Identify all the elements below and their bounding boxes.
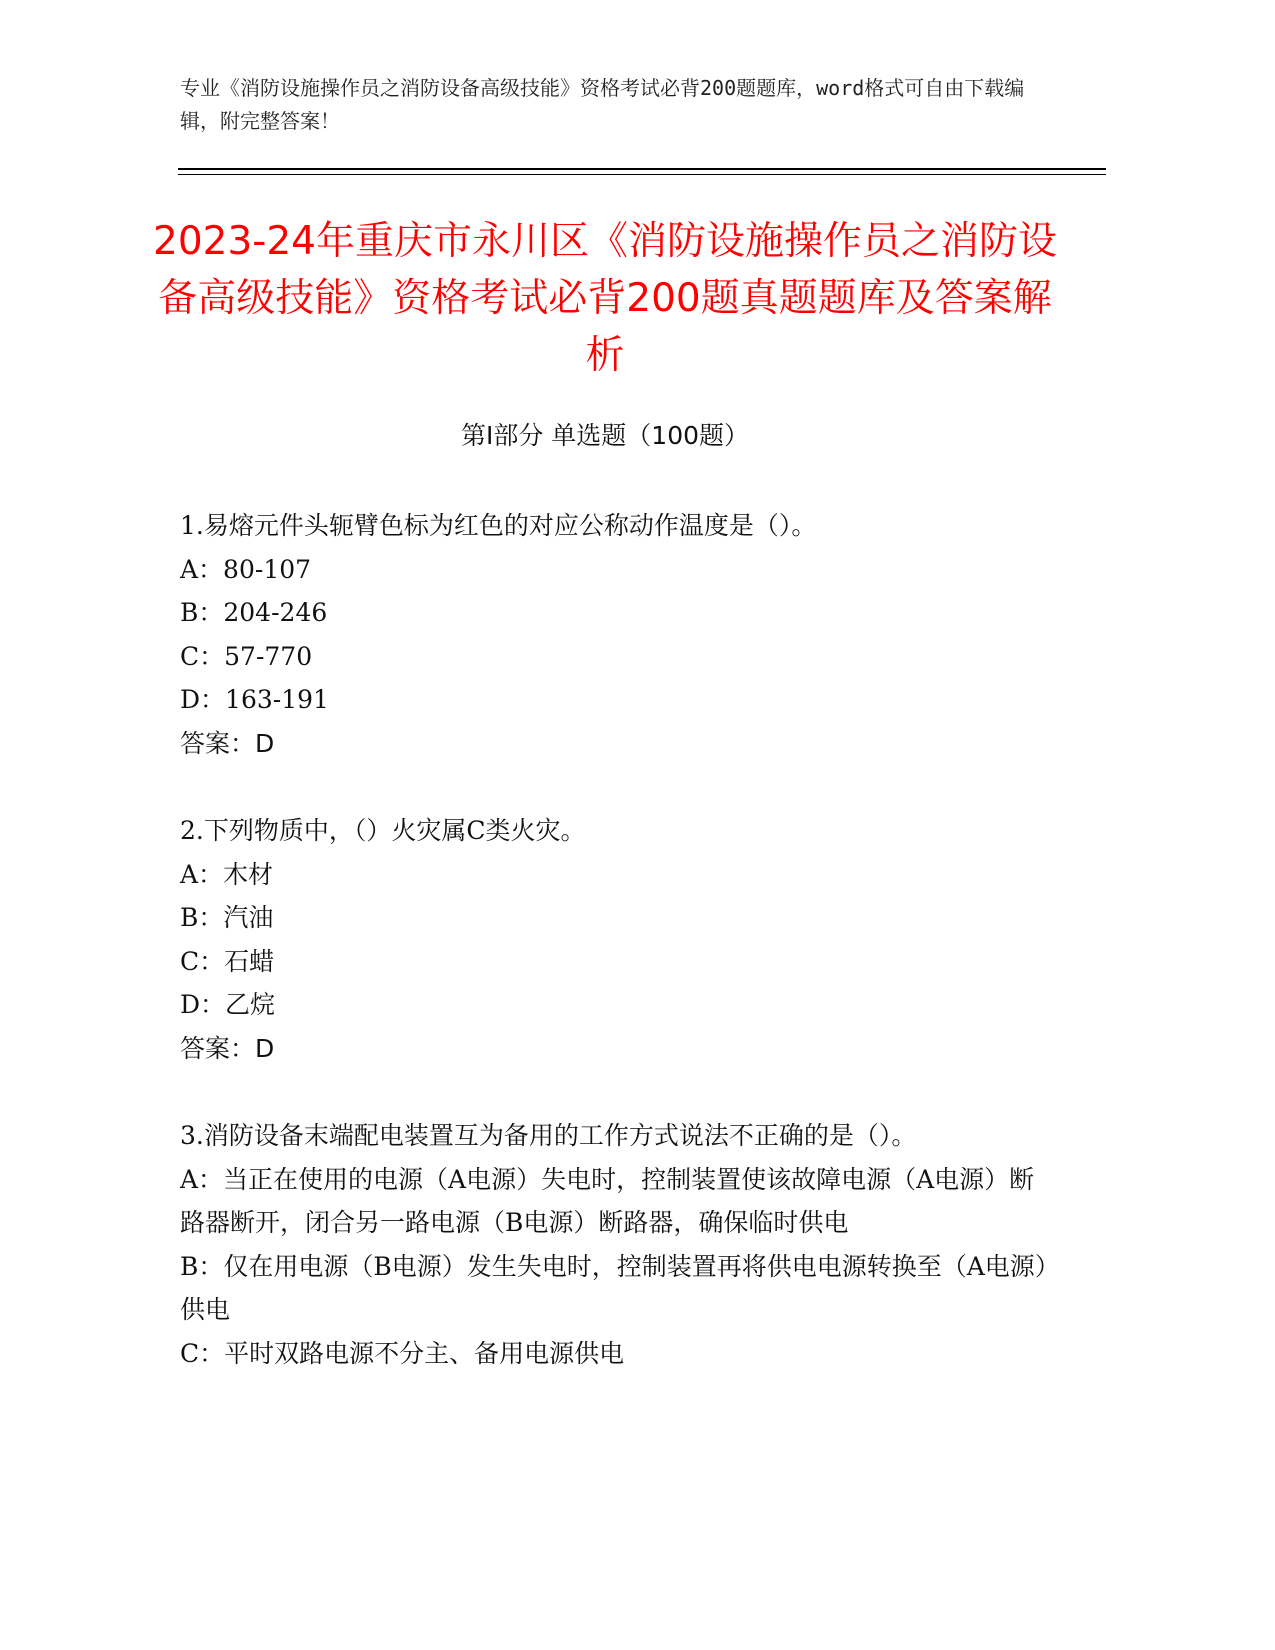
header-rule-thin: [178, 174, 1106, 175]
option-c: C：平时双路电源不分主、备用电源供电: [180, 1338, 625, 1368]
question-3: [180, 1114, 1050, 1376]
option-a: A：木材: [180, 859, 274, 889]
section-title: 第Ⅰ部分 单选题（100题）: [460, 421, 750, 450]
option-a: A：80-107: [180, 554, 312, 584]
document-title: 2023-24年重庆市永川区《消防设施操作员之消防设备高级技能》资格考试必背200题真题题库及答案解析: [153, 219, 1057, 378]
option-d: D：163-191: [180, 685, 329, 715]
answer: 答案：D: [180, 1033, 275, 1063]
question-stem: 1.易熔元件头轭臂色标为红色的对应公称动作温度是（）。: [180, 511, 817, 540]
question-stem: 3.消防设备末端配电装置互为备用的工作方式说法不正确的是（）。: [180, 1121, 917, 1150]
header-rule-thick: [178, 168, 1106, 170]
question-2: [180, 809, 1050, 1071]
option-d: D：乙烷: [180, 990, 276, 1020]
option-c: C：石蜡: [180, 946, 275, 976]
answer: 答案：D: [180, 728, 275, 758]
header-note: 专业《消防设施操作员之消防设备高级技能》资格考试必背200题题库，word格式可自由下载编辑，附完整答案！: [180, 76, 1025, 133]
option-b: B：汽油: [180, 903, 274, 933]
question-stem: 2.下列物质中，（）火灾属C类火灾。: [180, 816, 586, 845]
option-c: C：57-770: [180, 641, 313, 671]
question-1: [180, 504, 1050, 766]
option-b: B：204-246: [180, 598, 328, 628]
option-b: B：仅在用电源（B电源）发生失电时，控制装置再将供电电源转换至（A电源）供电: [180, 1251, 1048, 1325]
option-a: A：当正在使用的电源（A电源）失电时，控制装置使该故障电源（A电源）断路器断开，闭合另一路电源（B电源）断路器，确保临时供电: [180, 1164, 1035, 1238]
